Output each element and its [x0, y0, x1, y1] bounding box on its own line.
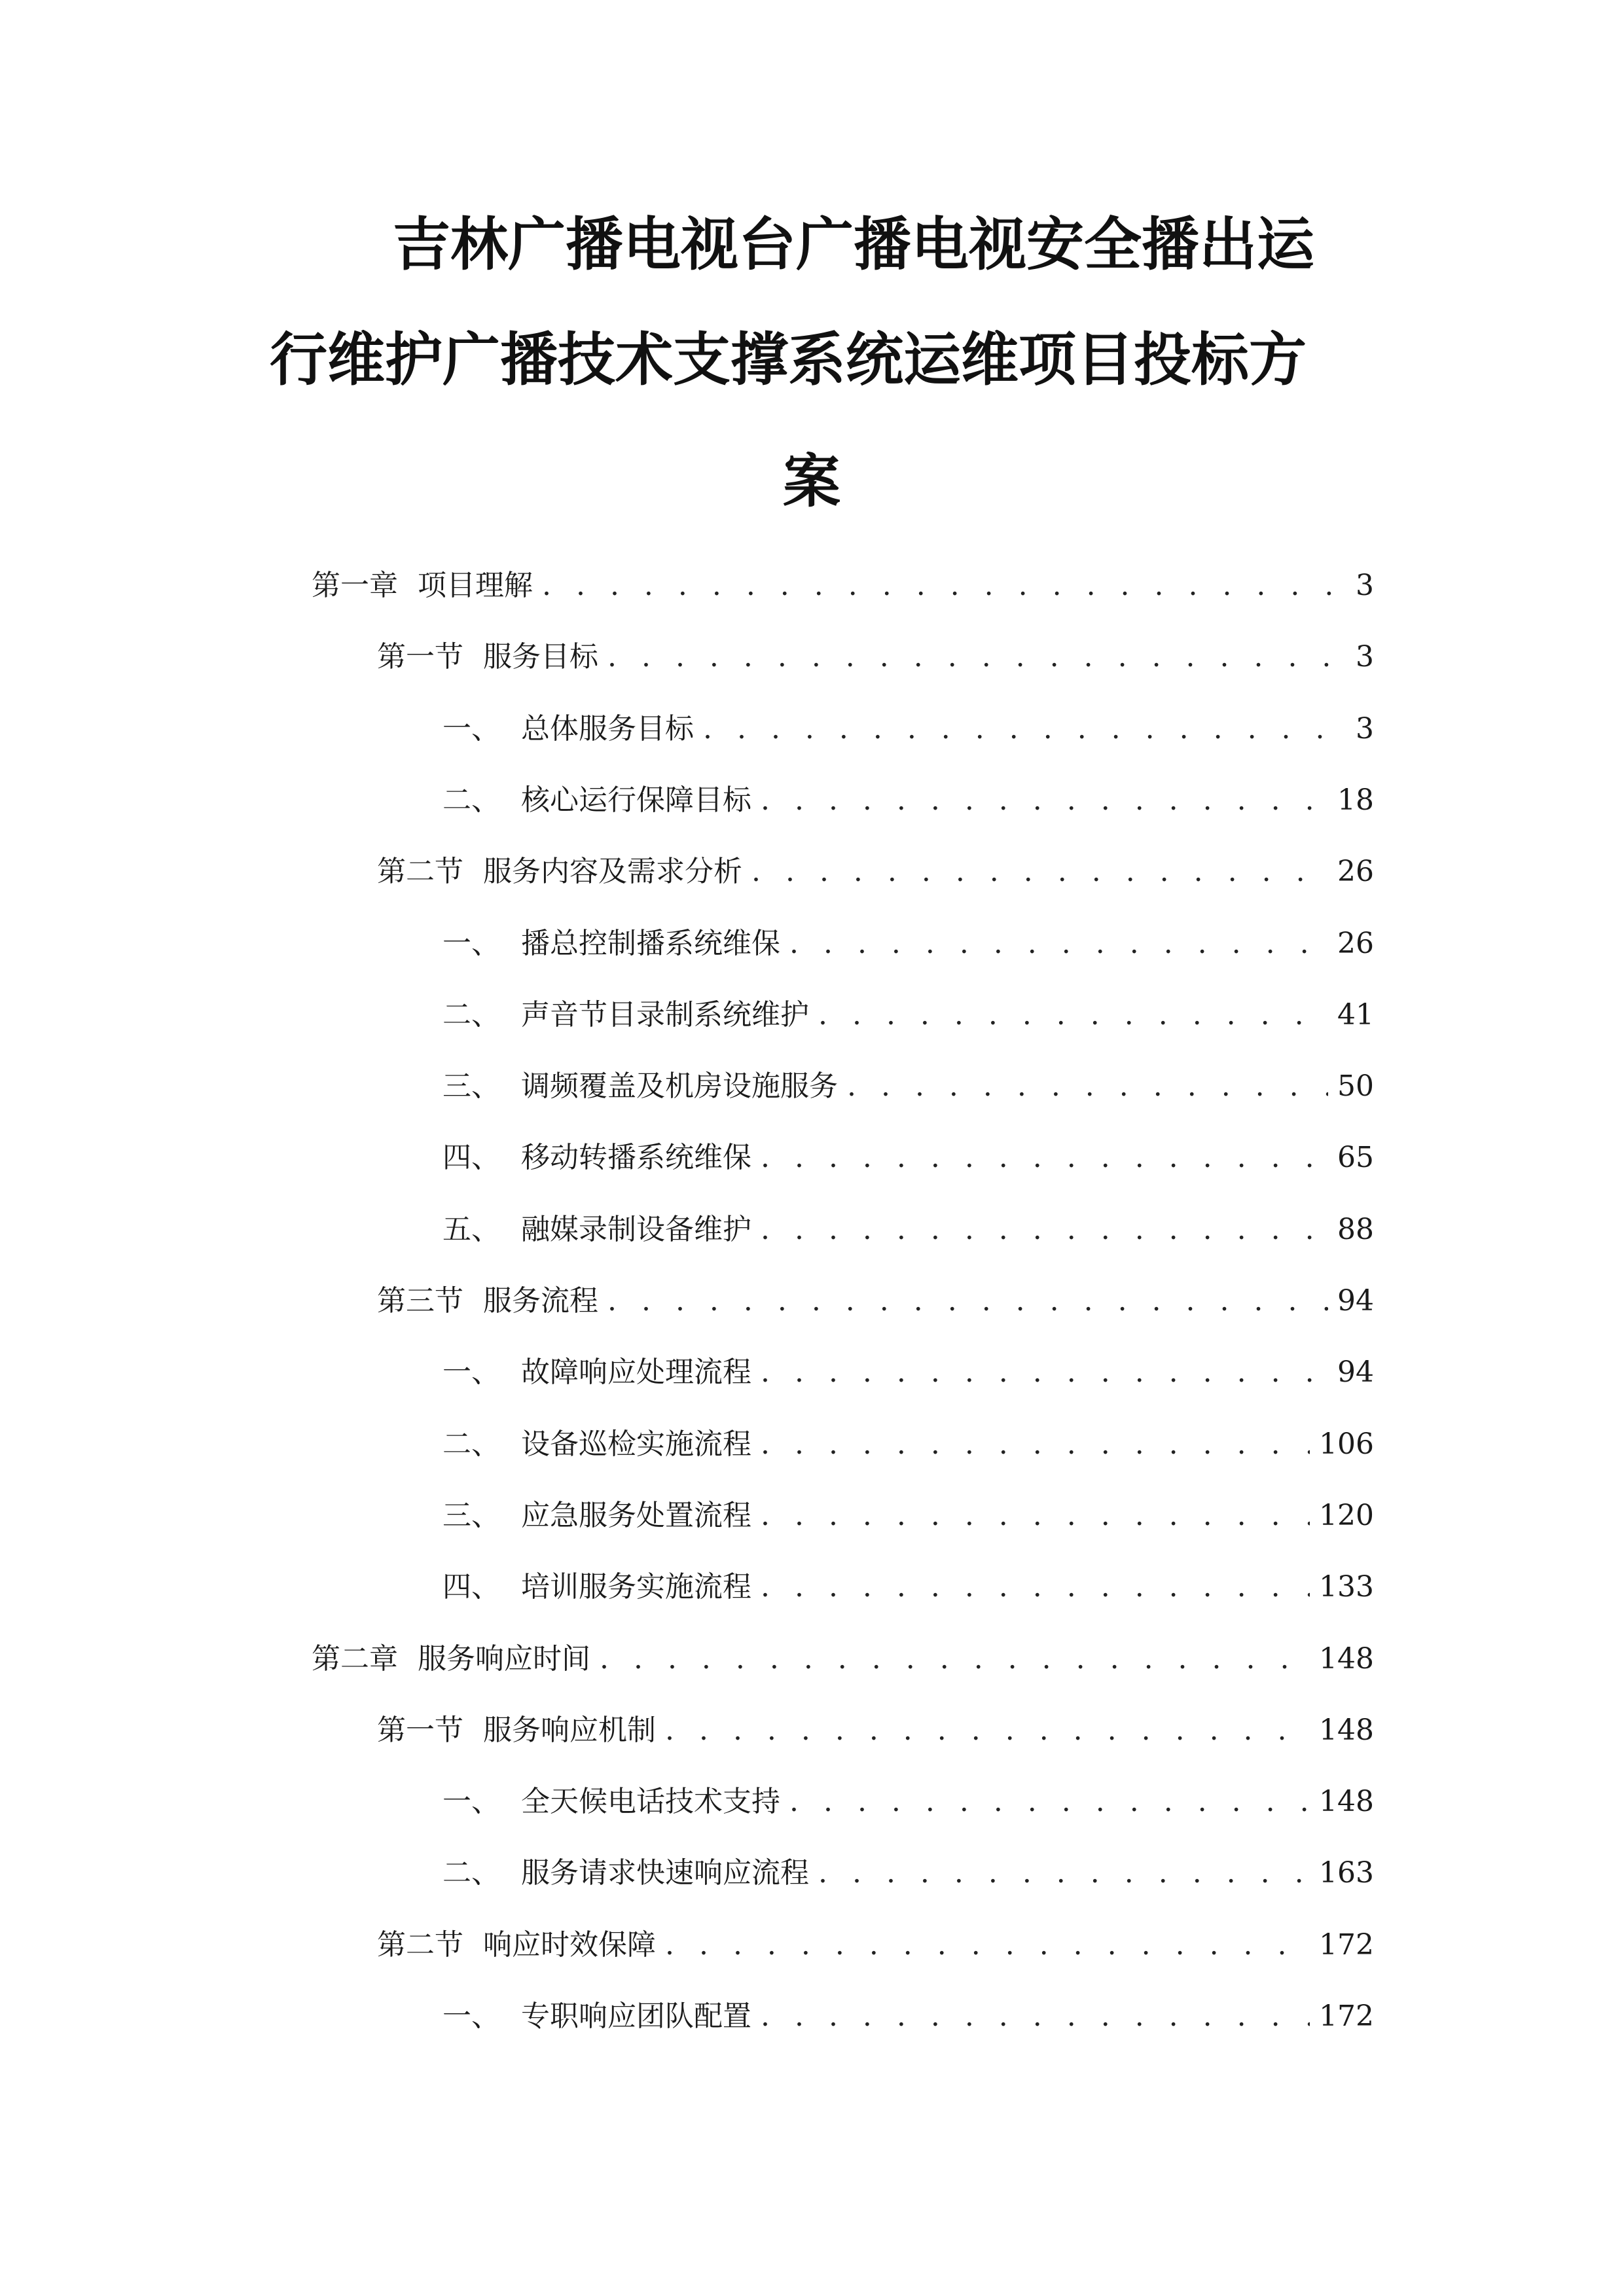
toc-entry-title: 服务目标 — [483, 640, 598, 673]
toc-entry[interactable] — [442, 1566, 1374, 1609]
toc-dot-leader — [703, 708, 1346, 751]
toc-entry-title: 故障响应处理流程 — [521, 1355, 751, 1389]
toc-dot-leader — [761, 1208, 1328, 1251]
toc-entry-title: 移动转播系统维保 — [521, 1141, 751, 1174]
toc-entry[interactable] — [442, 1136, 1374, 1179]
toc-page-number: 94 — [1337, 1284, 1374, 1318]
document-title-line-1: 吉林广播电视台广播电视安全播出运 — [393, 211, 1315, 278]
toc-entry[interactable] — [442, 994, 1374, 1037]
toc-entry-number: 一、 — [442, 1355, 500, 1389]
toc-page-number: 172 — [1319, 1928, 1374, 1962]
toc-entry[interactable] — [377, 850, 1374, 893]
toc-entry-number: 一、 — [442, 2000, 500, 2033]
toc-entry-title: 培训服务实施流程 — [521, 1570, 751, 1604]
toc-entry-title: 核心运行保障目标 — [521, 783, 751, 817]
toc-entry-number: 一、 — [442, 1785, 500, 1818]
toc-dot-leader — [761, 1351, 1328, 1394]
toc-entry[interactable] — [442, 1852, 1374, 1895]
toc-entry[interactable] — [442, 779, 1374, 822]
toc-entry[interactable] — [377, 636, 1374, 679]
toc-entry-title: 应急服务处置流程 — [521, 1499, 751, 1532]
toc-entry-title: 服务流程 — [483, 1284, 598, 1318]
toc-entry-number: 第二节 — [377, 1928, 463, 1962]
toc-entry-title: 服务响应机制 — [483, 1713, 656, 1747]
toc-entry-number: 二、 — [442, 1856, 500, 1890]
toc-page-number: 120 — [1319, 1499, 1374, 1532]
toc-entry-number: 三、 — [442, 1069, 500, 1103]
toc-page-number: 3 — [1356, 640, 1374, 673]
toc-entry[interactable] — [442, 708, 1374, 751]
toc-entry[interactable] — [442, 1423, 1374, 1466]
toc-entry[interactable] — [442, 1494, 1374, 1537]
toc-page-number: 88 — [1337, 1213, 1374, 1246]
toc-dot-leader — [761, 1423, 1310, 1466]
toc-entry-title: 服务请求快速响应流程 — [521, 1856, 809, 1890]
toc-entry-number: 第一节 — [377, 1713, 463, 1747]
toc-dot-leader — [761, 1494, 1310, 1537]
toc-entry-number: 第一章 — [312, 569, 398, 602]
toc-dot-leader — [665, 1924, 1310, 1967]
toc-entry[interactable] — [312, 564, 1374, 607]
toc-entry[interactable] — [377, 1709, 1374, 1752]
toc-page-number: 18 — [1337, 783, 1374, 817]
toc-entry[interactable] — [442, 1780, 1374, 1823]
toc-dot-leader — [607, 1280, 1328, 1323]
toc-entry-title: 融媒录制设备维护 — [521, 1213, 751, 1246]
toc-entry-number: 第二章 — [312, 1642, 398, 1676]
toc-page-number: 172 — [1319, 2000, 1374, 2033]
toc-entry[interactable] — [442, 1351, 1374, 1394]
toc-page-number: 50 — [1337, 1069, 1374, 1103]
toc-dot-leader — [818, 994, 1328, 1037]
toc-entry-title: 总体服务目标 — [521, 712, 694, 745]
toc-entry-number: 第一节 — [377, 640, 463, 673]
toc-page-number: 163 — [1319, 1856, 1374, 1890]
toc-entry-title: 设备巡检实施流程 — [521, 1427, 751, 1461]
toc-page-number: 26 — [1337, 855, 1374, 888]
toc-dot-leader — [789, 1780, 1310, 1823]
toc-entry-title: 服务内容及需求分析 — [483, 855, 742, 888]
toc-page-number: 106 — [1319, 1427, 1374, 1461]
toc-entry[interactable] — [377, 1924, 1374, 1967]
toc-entry[interactable] — [377, 1280, 1374, 1323]
toc-dot-leader — [607, 636, 1346, 679]
toc-dot-leader — [847, 1065, 1328, 1108]
toc-entry-title: 调频覆盖及机房设施服务 — [521, 1069, 838, 1103]
toc-entry-title: 响应时效保障 — [483, 1928, 656, 1962]
toc-dot-leader — [789, 922, 1328, 965]
toc-page-number: 41 — [1337, 998, 1374, 1031]
document-title-line-3: 案 — [783, 448, 841, 515]
toc-page-number: 148 — [1319, 1713, 1374, 1747]
toc-page-number: 94 — [1337, 1355, 1374, 1389]
document-title-line-2: 行维护广播技术支撑系统运维项目投标方 — [270, 326, 1307, 393]
toc-entry-number: 四、 — [442, 1141, 500, 1174]
toc-page-number: 133 — [1319, 1570, 1374, 1604]
toc-dot-leader — [761, 1566, 1310, 1609]
toc-entry-number: 二、 — [442, 1427, 500, 1461]
toc-page-number: 3 — [1356, 569, 1374, 602]
toc-page-number: 148 — [1319, 1642, 1374, 1676]
toc-entry-number: 二、 — [442, 998, 500, 1031]
toc-entry-number: 第三节 — [377, 1284, 463, 1318]
toc-entry[interactable] — [442, 1065, 1374, 1108]
toc-entry-number: 一、 — [442, 927, 500, 960]
toc-entry[interactable] — [442, 1995, 1374, 2038]
toc-entry-title: 全天候电话技术支持 — [521, 1785, 780, 1818]
toc-dot-leader — [761, 779, 1328, 822]
toc-dot-leader — [761, 1136, 1328, 1179]
toc-entry-title: 服务响应时间 — [418, 1642, 590, 1676]
toc-entry-number: 四、 — [442, 1570, 500, 1604]
toc-entry-number: 五、 — [442, 1213, 500, 1246]
toc-entry-title: 专职响应团队配置 — [521, 2000, 751, 2033]
toc-dot-leader — [542, 564, 1346, 607]
toc-dot-leader — [818, 1852, 1310, 1895]
toc-entry-title: 声音节目录制系统维护 — [521, 998, 809, 1031]
toc-entry[interactable] — [312, 1638, 1374, 1681]
toc-entry[interactable] — [442, 1208, 1374, 1251]
toc-page-number: 26 — [1337, 927, 1374, 960]
toc-dot-leader — [751, 850, 1328, 893]
toc-entry-title: 播总控制播系统维保 — [521, 927, 780, 960]
toc-entry-number: 第二节 — [377, 855, 463, 888]
toc-page-number: 3 — [1356, 712, 1374, 745]
toc-entry[interactable] — [442, 922, 1374, 965]
toc-entry-number: 二、 — [442, 783, 500, 817]
toc-dot-leader — [600, 1638, 1310, 1681]
toc-entry-number: 一、 — [442, 712, 500, 745]
toc-entry-title: 项目理解 — [418, 569, 533, 602]
toc-entry-number: 三、 — [442, 1499, 500, 1532]
toc-dot-leader — [761, 1995, 1310, 2038]
toc-page-number: 148 — [1319, 1785, 1374, 1818]
toc-dot-leader — [665, 1709, 1310, 1752]
toc-page-number: 65 — [1337, 1141, 1374, 1174]
